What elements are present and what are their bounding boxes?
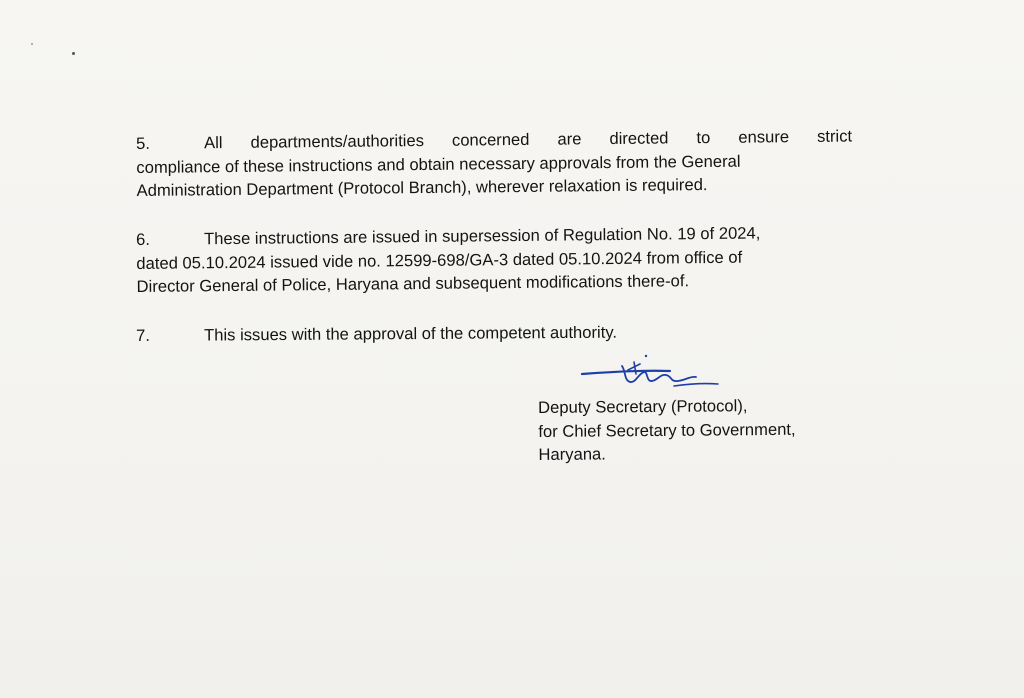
paragraph-number: 5. [136,133,151,153]
paragraph-text: All departments/authorities concerned are directed to ensure strict [204,126,853,153]
signatory-block [538,394,796,467]
paragraph-text: This issues with the approval of the competent authority. [204,322,618,345]
paragraph-5-line-3: Administration Department (Protocol Branch), wherever relaxation is required. [136,175,708,200]
paragraph-7 [136,319,852,347]
signature-icon [578,352,728,392]
paragraph-7-line-1 [136,319,852,347]
paragraph-6 [136,221,853,299]
paragraph-6-line-2: dated 05.10.2024 issued vide no. 12599-698/GA-3 dated 05.10.2024 from office of [136,247,743,273]
signatory-state: Haryana. [538,444,606,464]
paragraph-5-line-2: compliance of these instructions and obtain necessary approvals from the General [136,151,741,177]
scan-speck [31,43,33,45]
paragraph-number: 7. [136,325,150,345]
paragraph-number: 6. [136,229,151,249]
signatory-on-behalf: for Chief Secretary to Government, [538,419,796,441]
paragraph-text: These instructions are issued in supersession of Regulation No. 19 of 2024, [204,223,761,249]
paragraph-5 [136,125,853,203]
paragraph-6-line-3: Director General of Police, Haryana and subsequent modifications there-of. [136,271,690,296]
signatory-designation: Deputy Secretary (Protocol), [538,396,748,417]
scan-speck [72,52,75,55]
